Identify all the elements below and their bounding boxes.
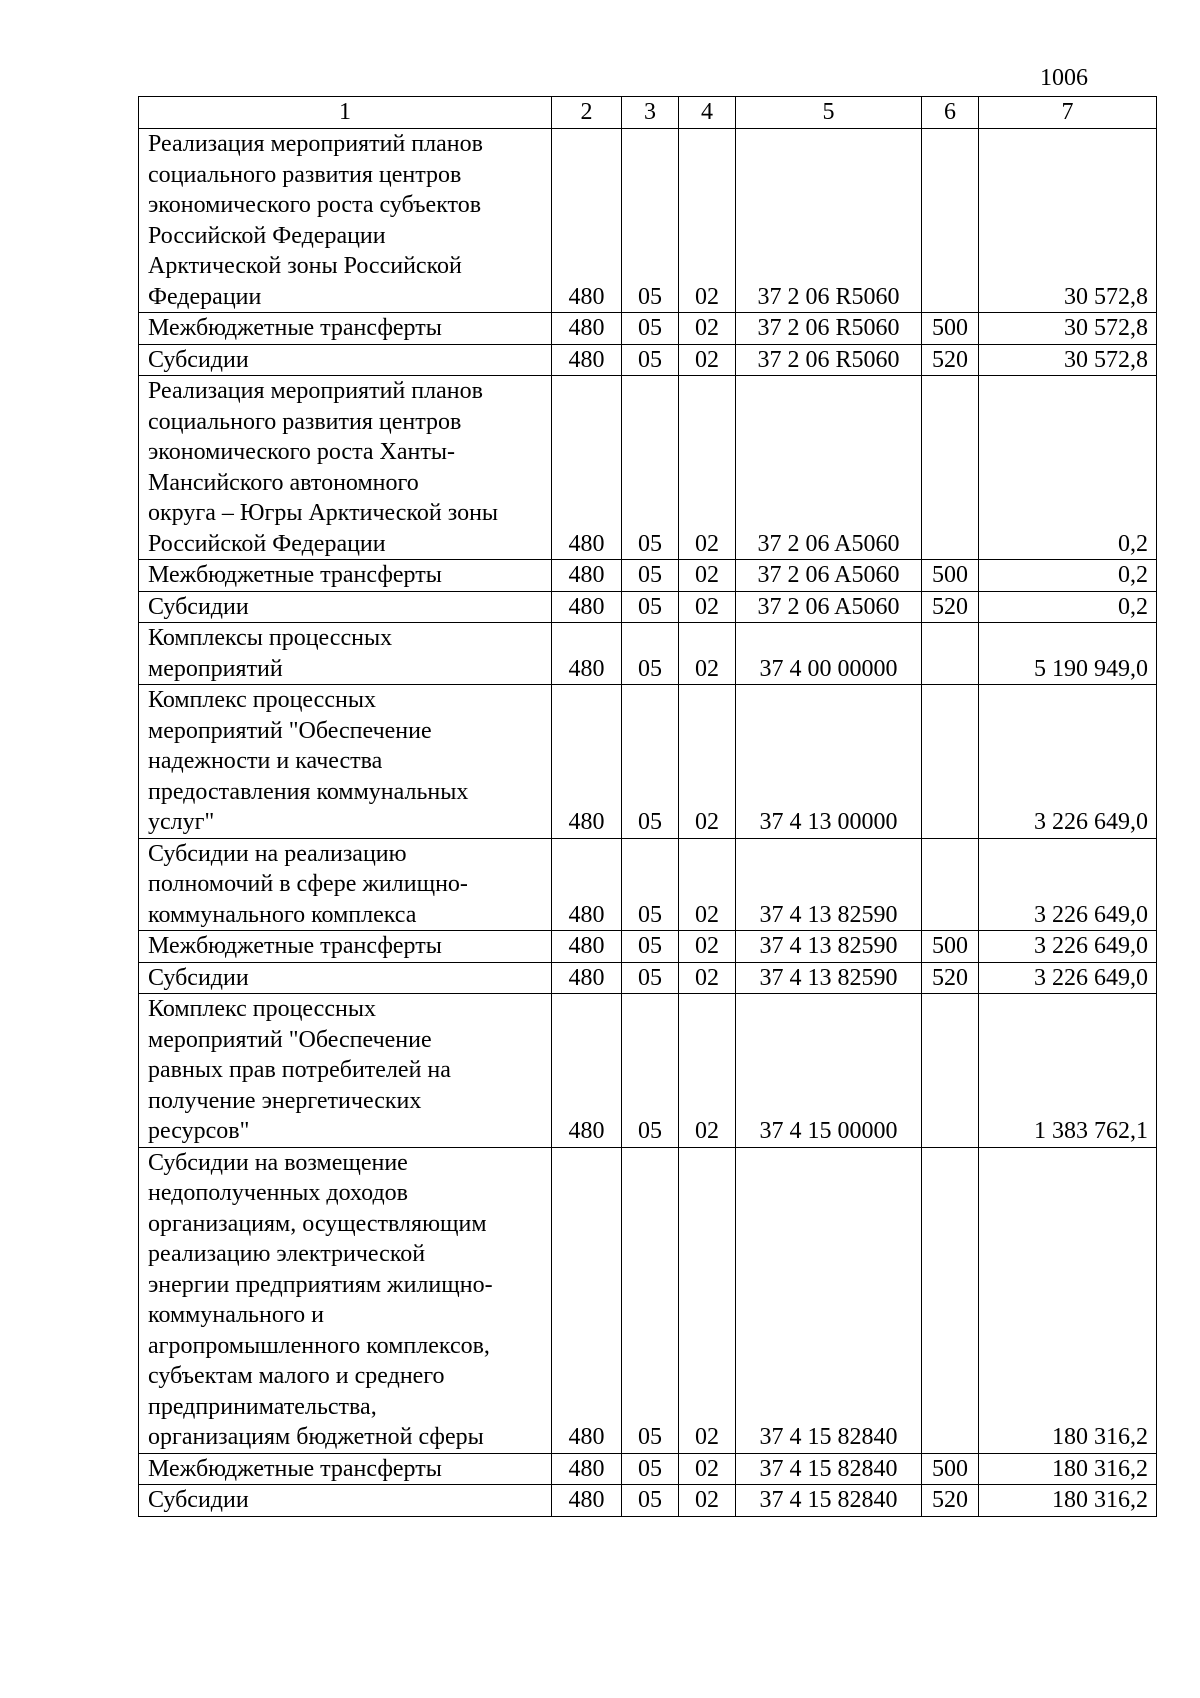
expense-type-cell (922, 994, 979, 1148)
row-name-cell (139, 962, 552, 994)
expense-type-cell: 500 (922, 1453, 979, 1485)
section-cell: 05 (622, 560, 679, 592)
row-name-cell (139, 994, 552, 1148)
row-name-text: Реализация мероприятий планов социального развития центров экономического роста Ханты- Мансийского автономного округа – Югры Арктической зоны Российской Федерации (148, 378, 499, 557)
section-cell: 05 (622, 623, 679, 685)
table-row (139, 129, 1157, 313)
page-number: 1006 (1040, 65, 1088, 91)
row-name-text: Межбюджетные трансферты (148, 315, 442, 341)
target-article-cell: 37 4 15 00000 (736, 994, 922, 1148)
column-header: 5 (736, 97, 922, 129)
subsection-cell: 02 (679, 591, 736, 623)
row-name-cell (139, 591, 552, 623)
admin-code-cell: 480 (552, 685, 622, 839)
column-header: 4 (679, 97, 736, 129)
row-name-text: Межбюджетные трансферты (148, 1455, 442, 1482)
subsection-cell: 02 (679, 931, 736, 963)
section-cell: 05 (622, 838, 679, 931)
budget-table (138, 96, 1157, 1517)
target-article-cell: 37 2 06 R5060 (736, 129, 922, 313)
row-name-text: Межбюджетные трансферты (148, 933, 442, 959)
amount-cell: 3 226 649,0 (979, 685, 1157, 839)
target-article-cell: 37 2 06 A5060 (736, 591, 922, 623)
expense-type-cell (922, 838, 979, 931)
row-name-cell (139, 313, 552, 345)
amount-cell: 0,2 (979, 591, 1157, 623)
amount-cell: 180 316,2 (979, 1147, 1157, 1453)
row-name-cell (139, 376, 552, 560)
section-cell: 05 (622, 313, 679, 345)
row-name-cell (139, 129, 552, 313)
expense-type-cell: 500 (922, 931, 979, 963)
row-name-text: Субсидии (148, 1487, 249, 1513)
section-cell: 05 (622, 129, 679, 313)
subsection-cell: 02 (679, 685, 736, 839)
target-article-cell: 37 4 15 82840 (736, 1147, 922, 1453)
amount-cell: 180 316,2 (979, 1453, 1157, 1485)
section-cell: 05 (622, 591, 679, 623)
section-cell: 05 (622, 1147, 679, 1453)
target-article-cell: 37 2 06 A5060 (736, 560, 922, 592)
admin-code-cell: 480 (552, 591, 622, 623)
row-name-text: Субсидии (148, 593, 249, 620)
table-row (139, 376, 1157, 560)
row-name-text: Комплексы процессных мероприятий (148, 625, 393, 682)
table-row (139, 313, 1157, 345)
expense-type-cell (922, 1147, 979, 1453)
expense-type-cell (922, 129, 979, 313)
admin-code-cell: 480 (552, 313, 622, 345)
row-name-cell (139, 1485, 552, 1517)
subsection-cell: 02 (679, 962, 736, 994)
amount-cell: 30 572,8 (979, 344, 1157, 376)
amount-cell: 30 572,8 (979, 313, 1157, 345)
subsection-cell: 02 (679, 994, 736, 1148)
header-row (139, 97, 1157, 129)
section-cell: 05 (622, 962, 679, 994)
subsection-cell: 02 (679, 313, 736, 345)
row-name-text: Комплекс процессных мероприятий "Обеспечение надежности и качества предоставления коммунальных услуг" (148, 687, 469, 835)
row-name-cell (139, 685, 552, 839)
table-row (139, 623, 1157, 685)
row-name-cell (139, 838, 552, 931)
amount-cell: 3 226 649,0 (979, 838, 1157, 931)
row-name-text: Субсидии (148, 346, 249, 373)
target-article-cell: 37 4 13 00000 (736, 685, 922, 839)
column-header: 6 (922, 97, 979, 129)
section-cell: 05 (622, 994, 679, 1148)
target-article-cell: 37 2 06 R5060 (736, 313, 922, 345)
admin-code-cell: 480 (552, 838, 622, 931)
target-article-cell: 37 4 15 82840 (736, 1485, 922, 1517)
expense-type-cell: 500 (922, 313, 979, 345)
subsection-cell: 02 (679, 376, 736, 560)
subsection-cell: 02 (679, 1453, 736, 1485)
table-row (139, 1485, 1157, 1517)
admin-code-cell: 480 (552, 376, 622, 560)
expense-type-cell: 520 (922, 344, 979, 376)
expense-type-cell (922, 376, 979, 560)
row-name-text: Субсидии на возмещение недополученных доходов организациям, осуществляющим реализацию электрической энергии предприятиям жилищно- коммунального и агропромышленного комплексов, субъектам малого и среднего предпринимательства, организациям бюджетной сферы (148, 1149, 493, 1450)
subsection-cell: 02 (679, 1147, 736, 1453)
subsection-cell: 02 (679, 560, 736, 592)
subsection-cell: 02 (679, 1485, 736, 1517)
table-row (139, 560, 1157, 592)
row-name-cell (139, 560, 552, 592)
admin-code-cell: 480 (552, 129, 622, 313)
amount-cell: 180 316,2 (979, 1485, 1157, 1517)
target-article-cell: 37 4 00 00000 (736, 623, 922, 685)
admin-code-cell: 480 (552, 344, 622, 376)
table-row (139, 838, 1157, 931)
row-name-cell (139, 623, 552, 685)
row-name-text: Комплекс процессных мероприятий "Обеспечение равных прав потребителей на получение энергетических ресурсов" (148, 996, 451, 1144)
admin-code-cell: 480 (552, 1485, 622, 1517)
table-row (139, 591, 1157, 623)
row-name-cell (139, 931, 552, 963)
amount-cell: 3 226 649,0 (979, 931, 1157, 963)
table-row (139, 685, 1157, 839)
expense-type-cell (922, 685, 979, 839)
admin-code-cell: 480 (552, 560, 622, 592)
amount-cell: 0,2 (979, 560, 1157, 592)
column-header: 3 (622, 97, 679, 129)
row-name-text: Субсидии на реализацию полномочий в сфере жилищно- коммунального комплекса (148, 840, 468, 928)
target-article-cell: 37 4 15 82840 (736, 1453, 922, 1485)
target-article-cell: 37 4 13 82590 (736, 931, 922, 963)
target-article-cell: 37 2 06 A5060 (736, 376, 922, 560)
target-article-cell: 37 4 13 82590 (736, 838, 922, 931)
subsection-cell: 02 (679, 344, 736, 376)
expense-type-cell: 520 (922, 591, 979, 623)
section-cell: 05 (622, 1485, 679, 1517)
table-row (139, 931, 1157, 963)
column-header: 1 (139, 97, 552, 129)
admin-code-cell: 480 (552, 1147, 622, 1453)
column-header: 2 (552, 97, 622, 129)
section-cell: 05 (622, 1453, 679, 1485)
subsection-cell: 02 (679, 623, 736, 685)
section-cell: 05 (622, 344, 679, 376)
subsection-cell: 02 (679, 129, 736, 313)
row-name-text: Субсидии (148, 964, 249, 991)
row-name-text: Межбюджетные трансферты (148, 562, 442, 588)
admin-code-cell: 480 (552, 1453, 622, 1485)
expense-type-cell (922, 623, 979, 685)
amount-cell: 30 572,8 (979, 129, 1157, 313)
row-name-cell (139, 1453, 552, 1485)
admin-code-cell: 480 (552, 623, 622, 685)
column-header: 7 (979, 97, 1157, 129)
amount-cell: 1 383 762,1 (979, 994, 1157, 1148)
target-article-cell: 37 4 13 82590 (736, 962, 922, 994)
expense-type-cell: 520 (922, 1485, 979, 1517)
table-row (139, 344, 1157, 376)
amount-cell: 5 190 949,0 (979, 623, 1157, 685)
table-row (139, 1453, 1157, 1485)
admin-code-cell: 480 (552, 962, 622, 994)
target-article-cell: 37 2 06 R5060 (736, 344, 922, 376)
amount-cell: 0,2 (979, 376, 1157, 560)
row-name-cell (139, 344, 552, 376)
subsection-cell: 02 (679, 838, 736, 931)
admin-code-cell: 480 (552, 931, 622, 963)
expense-type-cell: 500 (922, 560, 979, 592)
admin-code-cell: 480 (552, 994, 622, 1148)
table-row (139, 962, 1157, 994)
section-cell: 05 (622, 931, 679, 963)
table-row (139, 1147, 1157, 1453)
row-name-cell (139, 1147, 552, 1453)
amount-cell: 3 226 649,0 (979, 962, 1157, 994)
section-cell: 05 (622, 376, 679, 560)
table-row (139, 994, 1157, 1148)
row-name-text: Реализация мероприятий планов социального развития центров экономического роста субъектов Российской Федерации Арктической зоны Российской Федерации (148, 131, 483, 310)
section-cell: 05 (622, 685, 679, 839)
expense-type-cell: 520 (922, 962, 979, 994)
